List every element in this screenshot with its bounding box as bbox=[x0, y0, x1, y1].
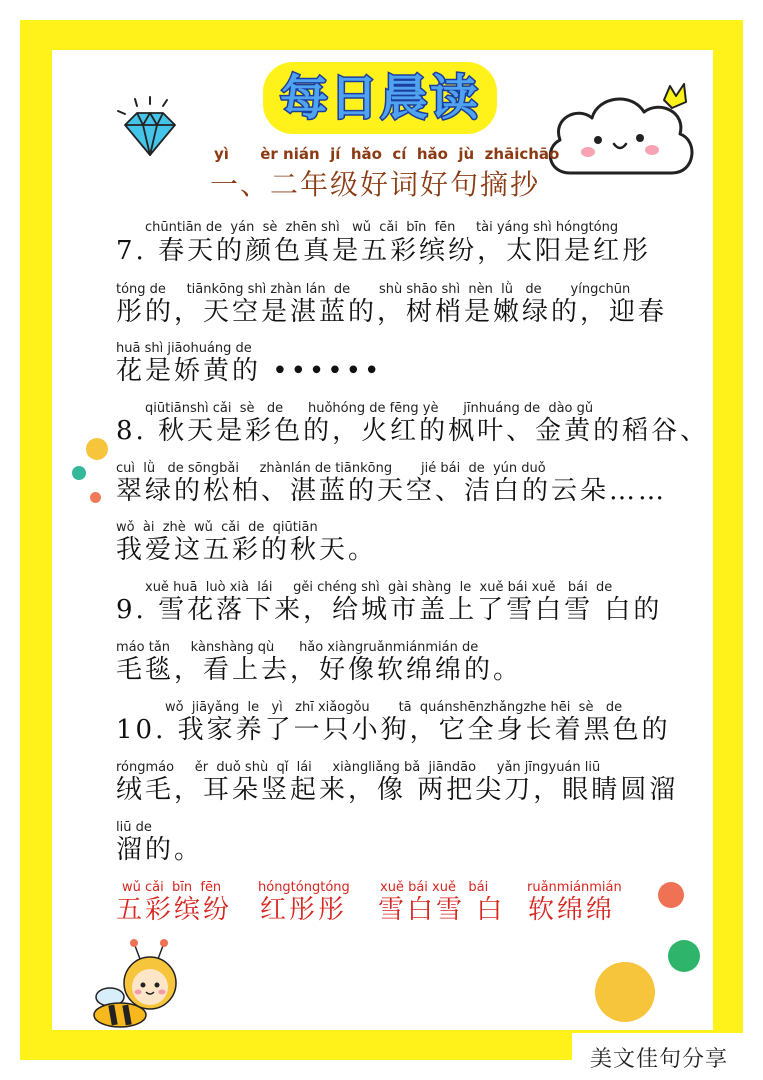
text-line: 10. 我家养了一只小狗，它全身长着黑色的 bbox=[116, 715, 671, 745]
keyword: 软绵绵 bbox=[528, 895, 616, 925]
text-line: 彤的，天空是湛蓝的，树梢是嫩绿的，迎春 bbox=[116, 297, 668, 327]
pinyin-line: chūntiān de yán sè zhēn shì wǔ cǎi bīn fēn tài yáng shì hóngtóng bbox=[145, 220, 619, 235]
heading-pinyin: yì èr nián jí hǎo cí hǎo jù zhāichāo bbox=[214, 145, 560, 163]
keyword: 五彩缤纷 bbox=[116, 895, 233, 925]
text-line: 7. 春天的颜色真是五彩缤纷，太阳是红彤 bbox=[116, 236, 652, 266]
cloud-face-icon bbox=[540, 78, 700, 188]
pinyin-line: wǒ jiāyǎng le yì zhī xiǎogǒu tā quánshēnzhǎngzhe hēi sè de bbox=[165, 700, 623, 715]
pinyin-line: tóng de tiānkōng shì zhàn lán de shù shāo shì nèn lǜ de yíngchūn bbox=[116, 282, 631, 297]
pinyin-line: róngmáo ěr duǒ shù qǐ lái xiàngliǎng bǎ jiāndāo yǎn jīngyuán liū bbox=[116, 760, 601, 775]
keyword: 红彤彤 bbox=[260, 895, 348, 925]
text-line: 毛毯，看上去，好像软绵绵的。 bbox=[116, 655, 523, 685]
section-heading: 一、二年级好词好句摘抄 bbox=[210, 168, 541, 201]
keyword-pinyin: xuě bái xuě bái bbox=[380, 880, 489, 895]
bee-icon bbox=[80, 935, 190, 1030]
keyword-pinyin: hóngtóngtóng bbox=[258, 880, 350, 895]
decor-dot bbox=[86, 438, 108, 460]
text-line: 翠绿的松柏、湛蓝的天空、洁白的云朵…… bbox=[116, 476, 668, 506]
pinyin-line: qiūtiānshì cǎi sè de huǒhóng de fēng yè jīnhuáng de dào gǔ bbox=[145, 401, 594, 416]
pinyin-line: liū de bbox=[116, 820, 152, 835]
text-line: 溜的。 bbox=[116, 835, 204, 865]
text-line: 绒毛，耳朵竖起来，像 两把尖刀，眼睛圆溜 bbox=[116, 775, 679, 805]
text-line: 9. 雪花落下来，给城市盖上了雪白雪 白的 bbox=[116, 595, 663, 625]
keyword-pinyin: wǔ cǎi bīn fēn bbox=[122, 880, 222, 895]
keyword: 雪白雪 白 bbox=[378, 895, 506, 925]
footer-watermark: 美文佳句分享 bbox=[590, 1047, 729, 1072]
page-title: 每日晨读 bbox=[279, 70, 480, 126]
decor-dot bbox=[90, 492, 101, 503]
decor-dot bbox=[72, 466, 86, 480]
text-line: 8. 秋天是彩色的，火红的枫叶、金黄的稻谷、 bbox=[116, 416, 710, 446]
crown-icon bbox=[664, 84, 686, 108]
text-line: 花是娇黄的 •••••• bbox=[116, 356, 383, 386]
decor-dot bbox=[595, 962, 655, 1022]
pinyin-line: máo tǎn kànshàng qù hǎo xiàngruǎnmiánmián de bbox=[116, 640, 479, 655]
diamond-icon bbox=[115, 95, 185, 165]
text-line: 我爱这五彩的秋天。 bbox=[116, 535, 378, 565]
decor-dot bbox=[668, 940, 700, 972]
pinyin-line: xuě huā luò xià lái gěi chéng shì gài shàng le xuě bái xuě bái de bbox=[145, 580, 613, 595]
pinyin-line: wǒ ài zhè wǔ cǎi de qiūtiān bbox=[116, 520, 318, 535]
pinyin-line: cuì lǜ de sōngbǎi zhànlán de tiānkōng jié bái de yún duǒ bbox=[116, 461, 546, 476]
pinyin-line: huā shì jiāohuáng de bbox=[116, 341, 252, 356]
decor-dot bbox=[658, 882, 684, 908]
keyword-pinyin: ruǎnmiánmián bbox=[527, 880, 622, 895]
